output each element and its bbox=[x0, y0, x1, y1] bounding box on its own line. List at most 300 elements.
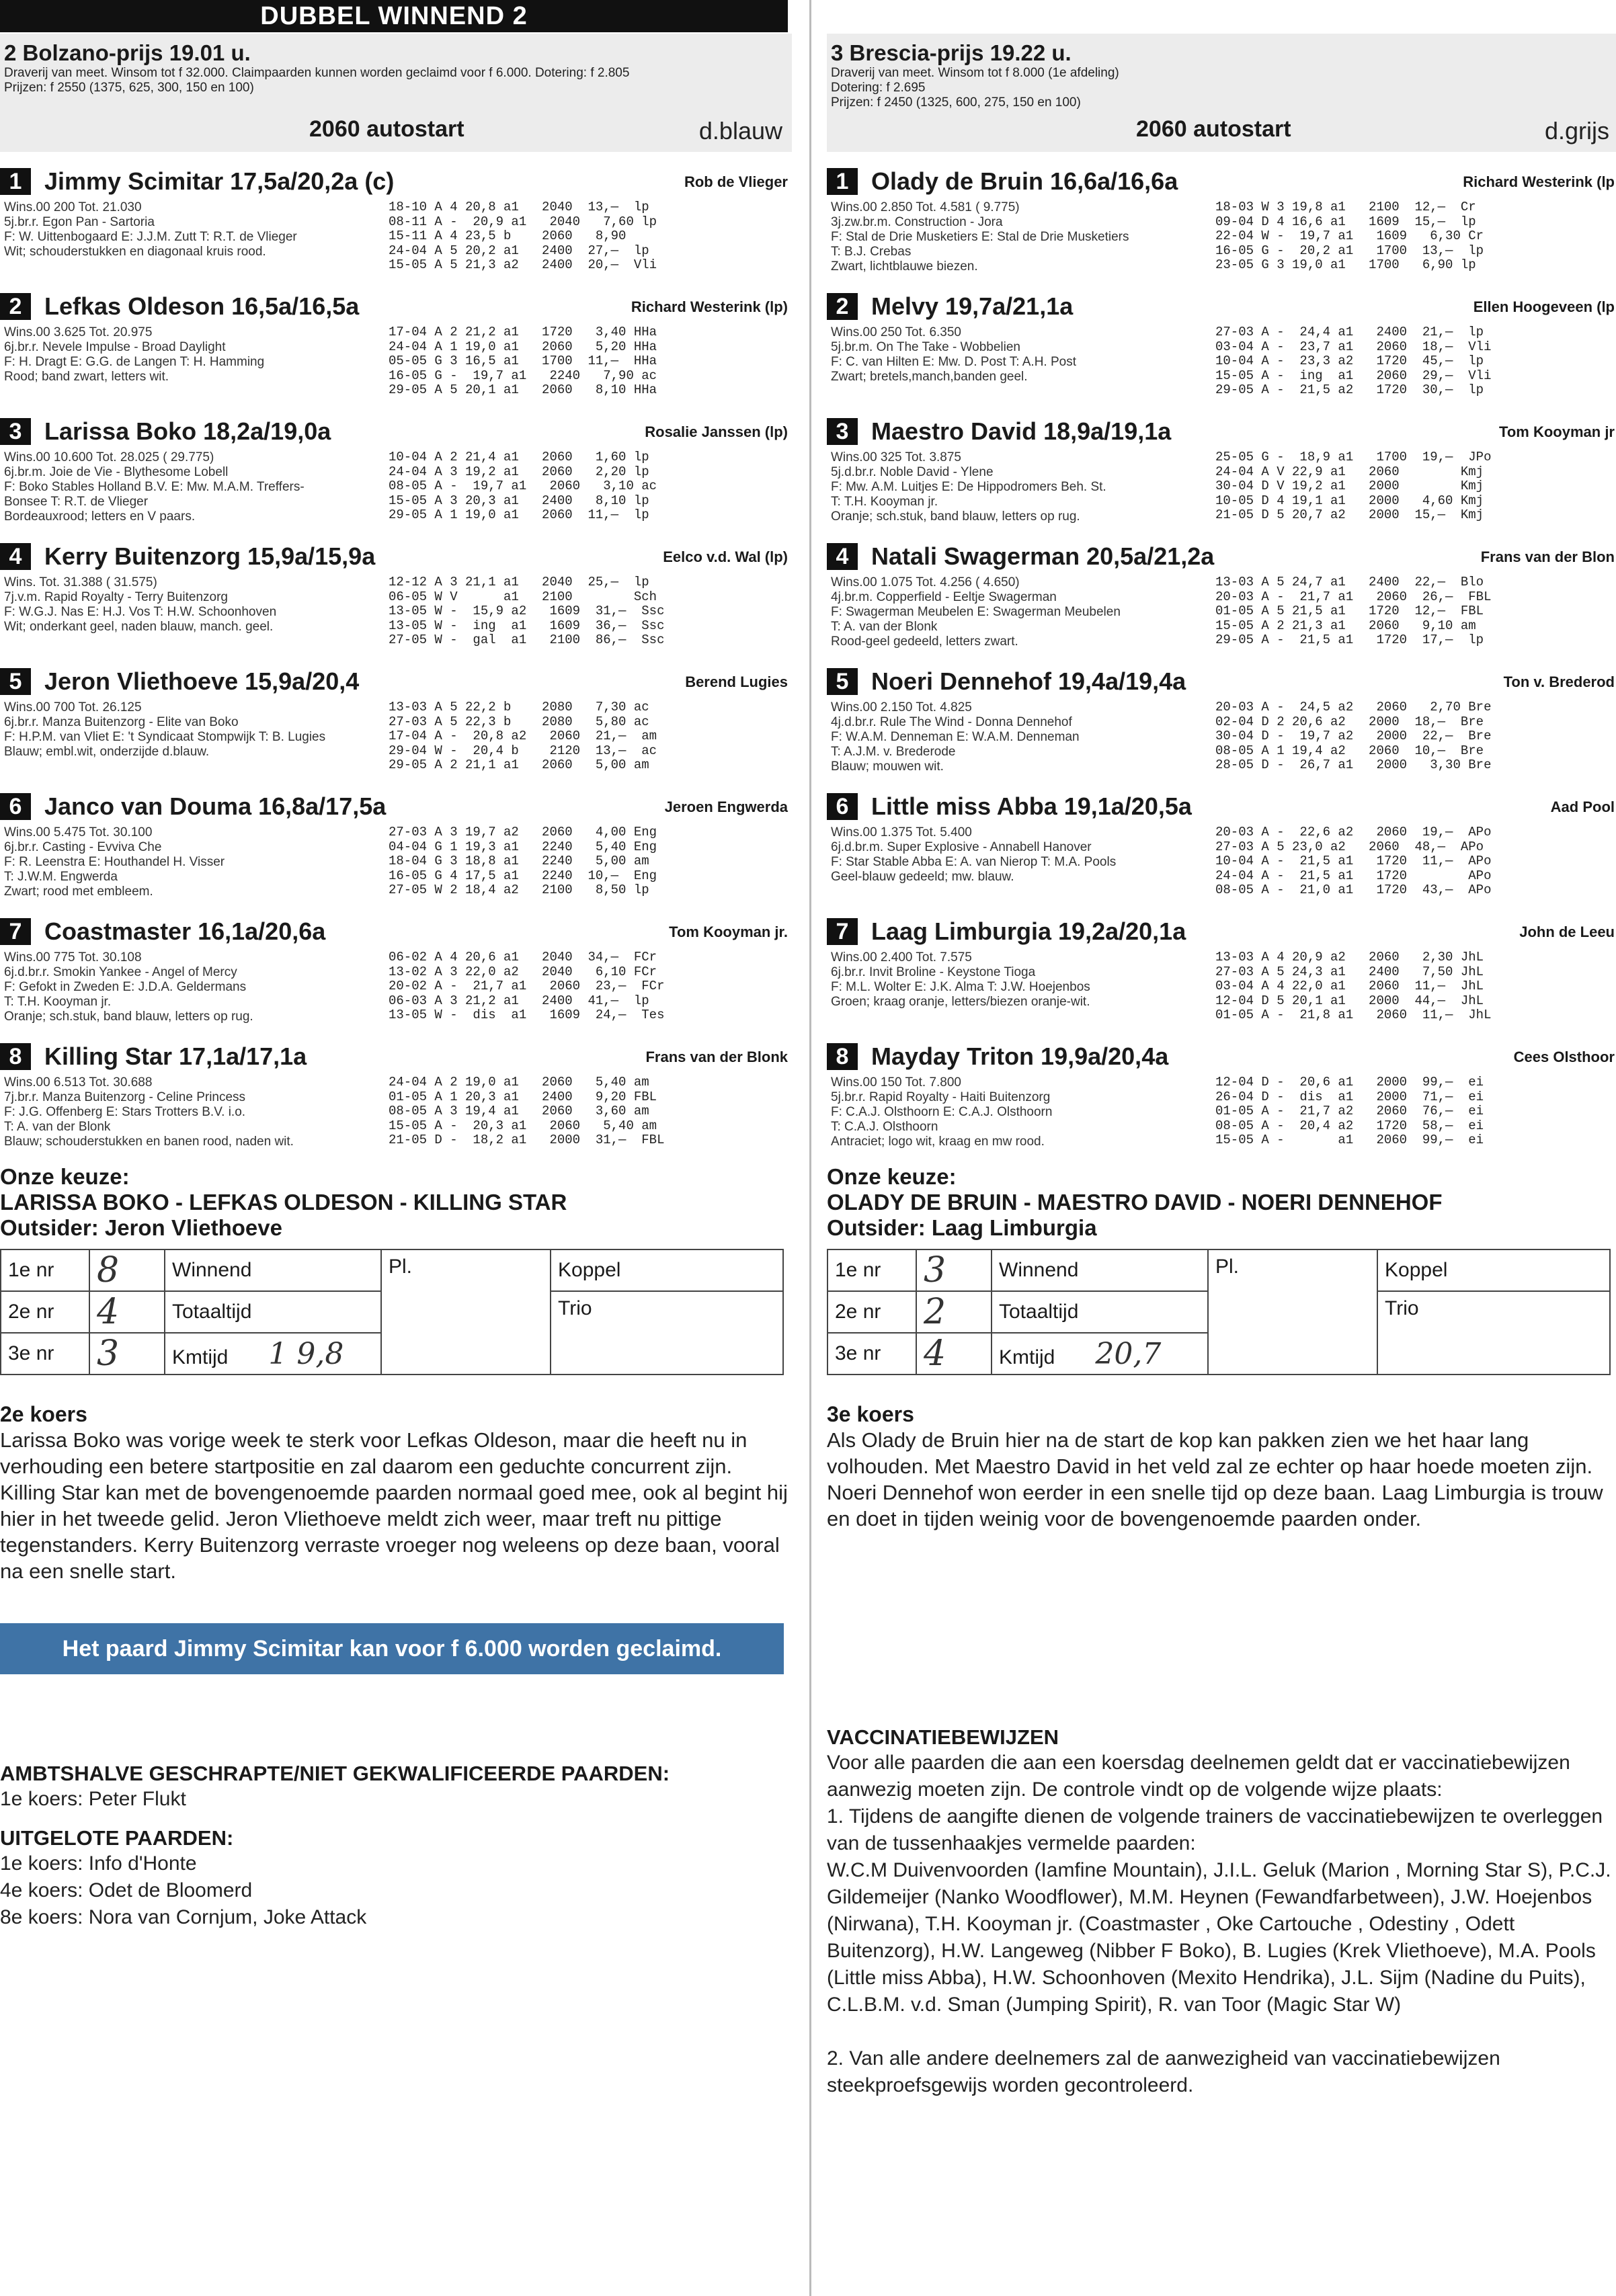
horse-info-line: 6j.br.r. Manza Buitenzorg - Elite van Boko bbox=[4, 715, 239, 729]
horse-recent-runs bbox=[1215, 700, 1616, 773]
horse-info-line: F: W.A.M. Denneman E: W.A.M. Denneman bbox=[831, 730, 1080, 744]
horse-run-line: 24-04 A 3 19,2 a1 2060 2,20 lp bbox=[389, 464, 649, 479]
result-kmtijd-value[interactable]: 1 9,8 bbox=[268, 1336, 344, 1371]
result-table bbox=[0, 1249, 784, 1375]
horse-run-line: 13-05 W - 15,9 a2 1609 31,— Ssc bbox=[389, 604, 665, 618]
result-kmtijd-label: Kmtijd bbox=[999, 1346, 1055, 1368]
horse-info-line: 6j.d.br.m. Super Explosive - Annabell Hanover bbox=[831, 840, 1092, 854]
horse-info-line: F: Star Stable Abba E: A. van Nierop T: M.A. Pools bbox=[831, 855, 1117, 869]
horse-recent-runs bbox=[389, 700, 792, 773]
horse-info-line: Zwart; bretels,manch,banden geel. bbox=[831, 370, 1028, 384]
commentary-text: Als Olady de Bruin hier na de start de kop kan pakken zien we het haar lang volhouden. Met Maestro David in het veld zal ze echter op haar hoede moeten zijn. Noeri Dennehof won eerder in een snelle tijd op deze baan. Laag Limburgia is trouw en doet in tijden weinig voor de bovengenoemde paarden onder. bbox=[827, 1428, 1603, 1530]
horse-run-line: 29-05 A 2 21,1 a1 2060 5,00 am bbox=[389, 757, 649, 772]
horse-info-line: 3j.zw.br.m. Construction - Jora bbox=[831, 215, 1003, 229]
horse-name: Olady de Bruin 16,6a/16,6a bbox=[871, 167, 1178, 195]
column-divider bbox=[809, 0, 811, 2296]
result-value-2[interactable]: 4 bbox=[89, 1291, 165, 1333]
horse-run-line: 13-05 W - dis a1 1609 24,— Tes bbox=[389, 1008, 665, 1022]
outsider: Outsider: Jeron Vliethoeve bbox=[0, 1215, 282, 1240]
horse-run-line: 13-02 A 3 22,0 a2 2040 6,10 FCr bbox=[389, 964, 657, 979]
horse-run-line: 28-05 D - 26,7 a1 2000 3,30 Bre bbox=[1215, 757, 1492, 772]
horse-run-line: 27-03 A 5 23,0 a2 2060 48,— APo bbox=[1215, 839, 1484, 854]
horse-run-line: 01-05 A 5 21,5 a1 1720 12,— FBL bbox=[1215, 604, 1484, 618]
horse-entry bbox=[0, 542, 792, 652]
horse-run-line: 08-05 A - 19,7 a1 2060 3,10 ac bbox=[389, 479, 657, 493]
horse-run-line: 24-04 A V 22,9 a1 2060 Kmj bbox=[1215, 464, 1484, 479]
result-pl-label: Pl. bbox=[1208, 1249, 1377, 1375]
horse-info-line: F: J.G. Offenberg E: Stars Trotters B.V. i.o. bbox=[4, 1105, 246, 1119]
horse-info-line: T: T.H. Kooyman jr. bbox=[831, 495, 938, 509]
horse-trainer: Tom Kooyman jr. bbox=[669, 924, 788, 940]
horse-run-line: 08-05 A 3 19,4 a1 2060 3,60 am bbox=[389, 1104, 649, 1118]
horse-run-line: 18-10 A 4 20,8 a1 2040 13,— lp bbox=[389, 200, 649, 214]
horse-name: Maestro David 18,9a/19,1a bbox=[871, 417, 1172, 445]
commentary-title: 3e koers bbox=[827, 1402, 914, 1426]
horse-info-line: Wins.00 200 Tot. 21.030 bbox=[4, 200, 142, 214]
vaccination-point-1: 1. Tijdens de aangifte dienen de volgende trainers de vaccinatiebewijzen te overleggen van de tussenhaakjes vermelde paarden: bbox=[827, 1805, 1603, 1854]
horse-run-line: 18-04 G 3 18,8 a1 2240 5,00 am bbox=[389, 854, 649, 868]
race-conditions: Draverij van meet. Winsom tot f 8.000 (1e afdeling) bbox=[831, 66, 1119, 80]
race-column-3 bbox=[827, 34, 1616, 2099]
horse-trainer: Rob de Vlieger bbox=[684, 173, 788, 190]
horse-run-line: 29-05 A - 21,5 a1 1720 17,— lp bbox=[1215, 632, 1484, 647]
horse-info-line: Wins.00 775 Tot. 30.108 bbox=[4, 950, 142, 965]
our-choice-picks: OLADY DE BRUIN - MAESTRO DAVID - NOERI DENNEHOF bbox=[827, 1190, 1443, 1215]
horse-info bbox=[831, 200, 1207, 274]
horse-entry bbox=[0, 917, 792, 1027]
scratched-item: 1e koers: Peter Flukt bbox=[0, 1788, 186, 1810]
result-label-2: 2e nr bbox=[1, 1291, 89, 1333]
drawn-item: 1e koers: Info d'Honte bbox=[0, 1852, 197, 1875]
horse-recent-runs bbox=[1215, 450, 1616, 523]
horse-run-line: 06-03 A 3 21,2 a1 2400 41,— lp bbox=[389, 993, 649, 1008]
horse-run-line: 12-04 D - 20,6 a1 2000 99,— ei bbox=[1215, 1075, 1484, 1090]
horse-run-line: 29-04 W - 20,4 b 2120 13,— ac bbox=[389, 743, 657, 758]
vaccination-title: VACCINATIEBEWIJZEN bbox=[827, 1725, 1059, 1749]
horse-heading bbox=[827, 917, 1616, 946]
horse-info-line: T: J.W.M. Engwerda bbox=[4, 870, 118, 884]
horse-info-line: 6j.br.r. Nevele Impulse - Broad Daylight bbox=[4, 340, 226, 354]
horse-run-line: 15-05 A 5 21,3 a2 2400 20,— Vli bbox=[389, 257, 657, 272]
commentary-text: Larissa Boko was vorige week te sterk voor Lefkas Oldeson, maar die heeft nu in verhouding een betere startpositie en zal daarom een geduchte concurrent zijn. Killing Star kan met de bovengenoemde paarden normaal goed mee, ook al begint hij hier in het tweede gelid. Jeron Vliethoeve meldt zich weer, maar treft nu pittige tegenstanders. Kerry Buitenzorg verraste vroeger nog weleens op deze baan, vooral na een snelle start. bbox=[0, 1428, 788, 1583]
horse-number: 4 bbox=[0, 543, 31, 570]
horse-name: Lefkas Oldeson 16,5a/16,5a bbox=[44, 292, 360, 320]
horse-info bbox=[831, 575, 1207, 649]
horse-run-line: 03-04 A 4 22,0 a1 2060 11,— JhL bbox=[1215, 979, 1484, 993]
horse-info bbox=[831, 700, 1207, 774]
horse-run-line: 15-05 A - 20,3 a1 2060 5,40 am bbox=[389, 1118, 657, 1133]
our-choice-picks: LARISSA BOKO - LEFKAS OLDESON - KILLING STAR bbox=[0, 1190, 567, 1215]
horse-run-line: 06-05 W V a1 2100 Sch bbox=[389, 589, 657, 604]
horse-name: Coastmaster 16,1a/20,6a bbox=[44, 917, 326, 945]
race-header bbox=[827, 34, 1616, 152]
horse-info-line: Wins.00 2.850 Tot. 4.581 ( 9.775) bbox=[831, 200, 1020, 214]
horse-info-line: 5j.br.r. Rapid Royalty - Haiti Buitenzorg bbox=[831, 1090, 1051, 1104]
drawn-item: 8e koers: Nora van Cornjum, Joke Attack bbox=[0, 1906, 367, 1928]
horse-run-line: 27-05 W 2 18,4 a2 2100 8,50 lp bbox=[389, 883, 649, 897]
horse-run-line: 25-05 G - 18,9 a1 1700 19,— JPo bbox=[1215, 450, 1492, 464]
horse-trainer: Frans van der Blon bbox=[1480, 548, 1615, 565]
race-header bbox=[0, 34, 792, 152]
horse-number: 7 bbox=[827, 918, 858, 945]
horse-trainer: Richard Westerink (lp) bbox=[631, 298, 788, 315]
horse-list bbox=[0, 167, 792, 1152]
horse-info-line: 7j.br.r. Manza Buitenzorg - Celine Princess bbox=[4, 1090, 246, 1104]
horse-number: 6 bbox=[0, 793, 31, 820]
horse-run-line: 16-05 G - 20,2 a1 1700 13,— lp bbox=[1215, 243, 1484, 258]
horse-run-line: 15-05 A 3 20,3 a1 2400 8,10 lp bbox=[389, 493, 649, 508]
result-label-3: 3e nr bbox=[1, 1333, 89, 1375]
result-label-2: 2e nr bbox=[827, 1291, 916, 1333]
horse-info-line: Wins.00 3.625 Tot. 20.975 bbox=[4, 325, 153, 339]
horse-info-line: T: T.H. Kooyman jr. bbox=[4, 995, 112, 1009]
horse-info-line: Wins.00 150 Tot. 7.800 bbox=[831, 1075, 961, 1090]
horse-info-line: Wins.00 2.400 Tot. 7.575 bbox=[831, 950, 972, 965]
horse-entry bbox=[827, 167, 1616, 277]
horse-name: Noeri Dennehof 19,4a/19,4a bbox=[871, 667, 1186, 695]
horse-info-line: F: Swagerman Meubelen E: Swagerman Meubelen bbox=[831, 605, 1121, 619]
horse-recent-runs bbox=[1215, 575, 1616, 648]
horse-info-line: 6j.d.br.r. Smokin Yankee - Angel of Mercy bbox=[4, 965, 237, 979]
horse-run-line: 08-05 A 1 19,4 a2 2060 10,— Bre bbox=[1215, 743, 1484, 758]
horse-run-line: 22-04 W - 19,7 a1 1609 6,30 Cr bbox=[1215, 229, 1484, 243]
horse-info bbox=[4, 700, 380, 760]
our-choice bbox=[0, 1164, 792, 1241]
horse-trainer: Jeroen Engwerda bbox=[664, 798, 788, 815]
vaccination-point-2: 2. Van alle andere deelnemers zal de aanwezigheid van vaccinatiebewijzen steekproefsgewijs worden gecontroleerd. bbox=[827, 2047, 1500, 2096]
horse-entry bbox=[827, 792, 1616, 902]
horse-info-line: 4j.d.br.r. Rule The Wind - Donna Dennehof bbox=[831, 715, 1072, 729]
horse-run-line: 27-03 A 3 19,7 a2 2060 4,00 Eng bbox=[389, 825, 657, 839]
vaccination-trainer-list: W.C.M Duivenvoorden (Iamfine Mountain), J.I.L. Geluk (Marion , Morning Star S), P.C.J. Gildemeijer (Nanko Woodflower), M.M. Heynen (Fewandfarbetween), J.W. Hoejenbos (Nirwana), T.H. Kooyman jr. (Coastmaster , Oke Cartouche , Odestiny , Odett Buitenzorg), H.W. Langeweg (Nibber F Boko), B. Lugies (Krek Vliethoeve), M.A. Pools (Little miss Abba), H.W. Schoonhoven (Mexito Hendrika), J.L. Sijm (Nadine du Puits), C.L.B.M. v.d. Sman (Jumping Spirit), R. van Toor (Magic Star W) bbox=[827, 1859, 1611, 2016]
horse-info-line: F: M.L. Wolter E: J.K. Alma T: J.W. Hoejenbos bbox=[831, 980, 1090, 994]
horse-run-line: 20-03 A - 24,5 a2 2060 2,70 Bre bbox=[1215, 700, 1492, 714]
vaccination-intro: Voor alle paarden die aan een koersdag deelnemen geldt dat er vaccinatiebewijzen aanwezig moeten zijn. De controle vindt op de volgende wijze plaats: bbox=[827, 1752, 1570, 1801]
horse-info bbox=[4, 575, 380, 634]
horse-recent-runs bbox=[1215, 325, 1616, 398]
horse-info-line: Blauw; schouderstukken en banen rood, naden wit. bbox=[4, 1135, 294, 1149]
horse-run-line: 17-04 A 2 21,2 a1 1720 3,40 HHa bbox=[389, 325, 657, 339]
horse-heading bbox=[827, 667, 1616, 696]
result-value-2[interactable]: 2 bbox=[916, 1291, 992, 1333]
horse-run-line: 13-03 A 5 24,7 a1 2400 22,— Blo bbox=[1215, 575, 1484, 589]
horse-info bbox=[831, 1075, 1207, 1149]
horse-number: 7 bbox=[0, 918, 31, 945]
horse-recent-runs bbox=[389, 575, 792, 648]
horse-number: 6 bbox=[827, 793, 858, 820]
race-title: 2 Bolzano-prijs 19.01 u. bbox=[4, 40, 251, 65]
horse-run-line: 10-04 A - 23,3 a2 1720 45,— lp bbox=[1215, 354, 1484, 368]
horse-run-line: 27-03 A 5 22,3 b 2080 5,80 ac bbox=[389, 714, 649, 729]
horse-run-line: 13-03 A 4 20,9 a2 2060 2,30 JhL bbox=[1215, 950, 1484, 965]
horse-run-line: 10-05 D 4 19,1 a1 2000 4,60 Kmj bbox=[1215, 493, 1484, 508]
horse-info-line: T: B.J. Crebas bbox=[831, 245, 912, 259]
horse-run-line: 26-04 D - dis a1 2000 71,— ei bbox=[1215, 1089, 1484, 1104]
horse-info-line: Oranje; sch.stuk, band blauw, letters op rug. bbox=[4, 1010, 253, 1024]
horse-info-line: Blauw; mouwen wit. bbox=[831, 760, 944, 774]
horse-run-line: 20-03 A - 21,7 a1 2060 26,— FBL bbox=[1215, 589, 1492, 604]
result-winnend-label: Winnend bbox=[165, 1249, 381, 1291]
horse-run-line: 21-05 D 5 20,7 a2 2000 15,— Kmj bbox=[1215, 507, 1484, 522]
horse-recent-runs bbox=[1215, 950, 1616, 1023]
horse-run-line: 27-03 A - 24,4 a1 2400 21,— lp bbox=[1215, 325, 1484, 339]
horse-name: Laag Limburgia 19,2a/20,1a bbox=[871, 917, 1186, 945]
horse-run-line: 20-02 A - 21,7 a1 2060 23,— FCr bbox=[389, 979, 665, 993]
result-trio-label: Trio bbox=[551, 1291, 783, 1375]
horse-info-line: F: W. Uittenbogaard E: J.J.M. Zutt T: R.T. de Vlieger bbox=[4, 230, 297, 244]
horse-name: Little miss Abba 19,1a/20,5a bbox=[871, 792, 1192, 820]
horse-entry bbox=[827, 1042, 1616, 1152]
horse-run-line: 08-11 A - 20,9 a1 2040 7,60 lp bbox=[389, 214, 657, 229]
horse-run-line: 15-11 A 4 23,5 b 2060 8,90 bbox=[389, 229, 627, 243]
horse-entry bbox=[827, 292, 1616, 402]
horse-name: Melvy 19,7a/21,1a bbox=[871, 292, 1074, 320]
horse-run-line: 23-05 G 3 19,0 a1 1700 6,90 lp bbox=[1215, 257, 1476, 272]
horse-number: 8 bbox=[0, 1043, 31, 1070]
horse-info-line: Wins.00 1.375 Tot. 5.400 bbox=[831, 825, 972, 839]
horse-info-line: Zwart; rood met embleem. bbox=[4, 885, 153, 899]
horse-info-line: 6j.br.r. Invit Broline - Keystone Tioga bbox=[831, 965, 1036, 979]
horse-run-line: 21-05 D - 18,2 a1 2000 31,— FBL bbox=[389, 1133, 665, 1147]
horse-info-line: F: Stal de Drie Musketiers E: Stal de Drie Musketiers bbox=[831, 230, 1129, 244]
horse-run-line: 17-04 A - 20,8 a2 2060 21,— am bbox=[389, 729, 657, 743]
horse-run-line: 08-05 A - 21,0 a1 1720 43,— APo bbox=[1215, 883, 1492, 897]
horse-recent-runs bbox=[1215, 825, 1616, 898]
result-totaaltijd-label: Totaaltijd bbox=[165, 1291, 381, 1333]
horse-info-line: Oranje; sch.stuk, band blauw, letters op rug. bbox=[831, 509, 1080, 524]
horse-trainer: Rosalie Janssen (lp) bbox=[645, 423, 788, 440]
horse-info-line: Rood-geel gedeeld, letters zwart. bbox=[831, 634, 1018, 649]
horse-run-line: 10-04 A - 21,5 a1 1720 11,— APo bbox=[1215, 854, 1492, 868]
horse-info bbox=[4, 950, 380, 1024]
horse-heading bbox=[827, 792, 1616, 821]
result-kmtijd-label: Kmtijd bbox=[172, 1346, 229, 1368]
horse-run-line: 10-04 A 2 21,4 a1 2060 1,60 lp bbox=[389, 450, 649, 464]
race-column-2 bbox=[0, 34, 792, 1931]
horse-info bbox=[4, 325, 380, 384]
race-prizes: Prijzen: f 2550 (1375, 625, 300, 150 en 100) bbox=[4, 81, 254, 95]
horse-number: 3 bbox=[0, 418, 31, 445]
horse-info-line: Wins.00 700 Tot. 26.125 bbox=[4, 700, 142, 714]
horse-run-line: 06-02 A 4 20,6 a1 2040 34,— FCr bbox=[389, 950, 657, 965]
horse-info-line: Blauw; embl.wit, onderzijde d.blauw. bbox=[4, 745, 210, 759]
outsider: Outsider: Laag Limburgia bbox=[827, 1215, 1097, 1240]
horse-info-line: Wins.00 5.475 Tot. 30.100 bbox=[4, 825, 153, 839]
horse-info bbox=[4, 1075, 380, 1149]
horse-run-line: 03-04 A - 23,7 a1 2060 18,— Vli bbox=[1215, 339, 1492, 354]
horse-run-line: 05-05 G 3 16,5 a1 1700 11,— HHa bbox=[389, 354, 657, 368]
horse-trainer: Ton v. Brederod bbox=[1503, 673, 1615, 690]
horse-heading bbox=[0, 167, 792, 196]
horse-name: Killing Star 17,1a/17,1a bbox=[44, 1042, 307, 1070]
horse-trainer: Cees Olsthoor bbox=[1513, 1049, 1615, 1065]
race-start: 2060 autostart bbox=[1136, 116, 1291, 142]
horse-info-line: F: H. Dragt E: G.G. de Langen T: H. Hamming bbox=[4, 355, 265, 369]
horse-info-line: Wit; schouderstukken en diagonaal kruis rood. bbox=[4, 245, 266, 259]
horse-info-line: 5j.br.m. On The Take - Wobbelien bbox=[831, 340, 1020, 354]
horse-info-line: Wins.00 1.075 Tot. 4.256 ( 4.650) bbox=[831, 575, 1020, 589]
horse-run-line: 29-05 A - 21,5 a2 1720 30,— lp bbox=[1215, 382, 1484, 397]
result-kmtijd-cell bbox=[992, 1333, 1208, 1375]
horse-trainer: Ellen Hoogeveen (lp bbox=[1473, 298, 1615, 315]
horse-run-line: 24-04 A 1 19,0 a1 2060 5,20 HHa bbox=[389, 339, 657, 354]
horse-number: 3 bbox=[827, 418, 858, 445]
horse-info-line: 7j.v.m. Rapid Royalty - Terry Buitenzorg bbox=[4, 590, 228, 604]
horse-recent-runs bbox=[389, 200, 792, 273]
horse-number: 2 bbox=[0, 293, 31, 320]
horse-run-line: 13-05 W - ing a1 1609 36,— Ssc bbox=[389, 618, 665, 633]
result-label-1: 1e nr bbox=[827, 1249, 916, 1291]
horse-info-line: F: H.P.M. van Vliet E: 't Syndicaat Stompwijk T: B. Lugies bbox=[4, 730, 326, 744]
result-value-3[interactable]: 4 bbox=[916, 1333, 992, 1375]
horse-run-line: 15-05 A - ing a1 2060 29,— Vli bbox=[1215, 368, 1492, 383]
horse-recent-runs bbox=[1215, 1075, 1616, 1148]
horse-info-line: Zwart, lichtblauwe biezen. bbox=[831, 259, 978, 274]
horse-info-line: F: C.A.J. Olsthoorn E: C.A.J. Olsthoorn bbox=[831, 1105, 1053, 1119]
horse-info-line: Wins.00 250 Tot. 6.350 bbox=[831, 325, 961, 339]
drawn-title: UITGELOTE PAARDEN: bbox=[0, 1826, 234, 1850]
horse-info bbox=[4, 200, 380, 259]
result-koppel-label: Koppel bbox=[1377, 1249, 1610, 1291]
horse-run-line: 15-05 A - a1 2060 99,— ei bbox=[1215, 1133, 1484, 1147]
horse-info-line: Bordeauxrood; letters en V paars. bbox=[4, 509, 196, 524]
our-choice bbox=[827, 1164, 1616, 1241]
horse-entry bbox=[0, 417, 792, 527]
horse-info-line: F: Boko Stables Holland B.V. E: Mw. M.A.M. Treffers- bbox=[4, 480, 305, 494]
horse-info-line: Wins.00 325 Tot. 3.875 bbox=[831, 450, 961, 464]
horse-run-line: 20-03 A - 22,6 a2 2060 19,— APo bbox=[1215, 825, 1492, 839]
horse-recent-runs bbox=[389, 325, 792, 398]
horse-run-line: 12-04 D 5 20,1 a1 2000 44,— JhL bbox=[1215, 993, 1484, 1008]
race-title: 3 Brescia-prijs 19.22 u. bbox=[831, 40, 1072, 65]
claim-banner: Het paard Jimmy Scimitar kan voor f 6.000 worden geclaimd. bbox=[0, 1623, 784, 1674]
horse-run-line: 18-03 W 3 19,8 a1 2100 12,— Cr bbox=[1215, 200, 1476, 214]
result-label-3: 3e nr bbox=[827, 1333, 916, 1375]
horse-entry bbox=[827, 417, 1616, 527]
horse-run-line: 24-04 A 2 19,0 a1 2060 5,40 am bbox=[389, 1075, 649, 1090]
horse-trainer: Aad Pool bbox=[1550, 798, 1615, 815]
horse-info-line: Wins. Tot. 31.388 ( 31.575) bbox=[4, 575, 157, 589]
horse-recent-runs bbox=[1215, 200, 1616, 273]
horse-trainer: Eelco v.d. Wal (lp) bbox=[663, 548, 788, 565]
horse-entry bbox=[0, 667, 792, 777]
scratched-title: AMBTSHALVE GESCHRAPTE/NIET GEKWALIFICEERDE PAARDEN: bbox=[0, 1762, 670, 1785]
race-conditions: Draverij van meet. Winsom tot f 32.000. Claimpaarden kunnen worden geclaimd voor f 6.000. Dotering: f 2.805 bbox=[4, 66, 630, 80]
result-value-1[interactable]: 8 bbox=[89, 1249, 165, 1291]
horse-number: 4 bbox=[827, 543, 858, 570]
horse-name: Janco van Douma 16,8a/17,5a bbox=[44, 792, 387, 820]
horse-entry bbox=[0, 792, 792, 902]
horse-trainer: Frans van der Blonk bbox=[645, 1049, 788, 1065]
spacer bbox=[827, 1532, 1616, 1705]
result-label-1: 1e nr bbox=[1, 1249, 89, 1291]
horse-entry bbox=[0, 1042, 792, 1152]
horse-entry bbox=[827, 667, 1616, 777]
horse-run-line: 27-05 W - gal a1 2100 86,— Ssc bbox=[389, 632, 665, 647]
horse-name: Jimmy Scimitar 17,5a/20,2a (c) bbox=[44, 167, 395, 195]
horse-name: Natali Swagerman 20,5a/21,2a bbox=[871, 542, 1215, 570]
result-pl-label: Pl. bbox=[381, 1249, 551, 1375]
horse-recent-runs bbox=[389, 825, 792, 898]
horse-trainer: Richard Westerink (lp bbox=[1463, 173, 1615, 190]
race-color: d.blauw bbox=[698, 117, 782, 145]
horse-info-line: Wins.00 6.513 Tot. 30.688 bbox=[4, 1075, 153, 1090]
horse-run-line: 15-05 A 2 21,3 a1 2060 9,10 am bbox=[1215, 618, 1476, 633]
result-table bbox=[827, 1249, 1611, 1375]
horse-info-line: 5j.d.br.r. Noble David - Ylene bbox=[831, 465, 994, 479]
horse-run-line: 27-03 A 5 24,3 a1 2400 7,50 JhL bbox=[1215, 964, 1484, 979]
horse-info-line: F: C. van Hilten E: Mw. D. Post T: A.H. Post bbox=[831, 355, 1076, 369]
horse-run-line: 30-04 D V 19,2 a1 2000 Kmj bbox=[1215, 479, 1484, 493]
horse-info-line: F: Gefokt in Zweden E: J.D.A. Geldermans bbox=[4, 980, 247, 994]
page-header: DUBBEL WINNEND 2 bbox=[0, 0, 788, 32]
horse-info-line: Antraciet; logo wit, kraag en mw rood. bbox=[831, 1135, 1045, 1149]
horse-info bbox=[4, 450, 380, 524]
commentary-title: 2e koers bbox=[0, 1402, 87, 1426]
race-start: 2060 autostart bbox=[309, 116, 464, 142]
horse-recent-runs bbox=[389, 450, 792, 523]
horse-info-line: Groen; kraag oranje, letters/biezen oranje-wit. bbox=[831, 995, 1090, 1009]
horse-info bbox=[831, 825, 1207, 885]
horse-info-line: Rood; band zwart, letters wit. bbox=[4, 370, 169, 384]
horse-list bbox=[827, 167, 1616, 1152]
horse-info-line: Bonsee T: R.T. de Vlieger bbox=[4, 495, 149, 509]
horse-entry bbox=[827, 542, 1616, 652]
horse-entry bbox=[827, 917, 1616, 1027]
horse-number: 2 bbox=[827, 293, 858, 320]
result-value-3[interactable]: 3 bbox=[89, 1333, 165, 1375]
horse-info-line: Geel-blauw gedeeld; mw. blauw. bbox=[831, 870, 1014, 884]
horse-number: 1 bbox=[0, 168, 31, 195]
result-kmtijd-value[interactable]: 20,7 bbox=[1095, 1336, 1162, 1371]
horse-run-line: 01-05 A - 21,8 a1 2060 11,— JhL bbox=[1215, 1008, 1492, 1022]
horse-run-line: 30-04 D - 19,7 a2 2000 22,— Bre bbox=[1215, 729, 1492, 743]
our-choice-label: Onze keuze: bbox=[827, 1164, 957, 1189]
race-color: d.grijs bbox=[1544, 117, 1609, 145]
horse-run-line: 02-04 D 2 20,6 a2 2000 18,— Bre bbox=[1215, 714, 1484, 729]
result-value-1[interactable]: 3 bbox=[916, 1249, 992, 1291]
horse-heading bbox=[827, 1042, 1616, 1071]
horse-number: 5 bbox=[0, 668, 31, 695]
horse-run-line: 12-12 A 3 21,1 a1 2040 25,— lp bbox=[389, 575, 649, 589]
horse-info-line: Wins.00 10.600 Tot. 28.025 ( 29.775) bbox=[4, 450, 214, 464]
result-koppel-label: Koppel bbox=[551, 1249, 783, 1291]
horse-run-line: 13-03 A 5 22,2 b 2080 7,30 ac bbox=[389, 700, 649, 714]
horse-recent-runs bbox=[389, 950, 792, 1023]
horse-info-line: 6j.br.m. Joie de Vie - Blythesome Lobell bbox=[4, 465, 229, 479]
horse-recent-runs bbox=[389, 1075, 792, 1148]
horse-number: 8 bbox=[827, 1043, 858, 1070]
horse-info-line: Wit; onderkant geel, naden blauw, manch. geel. bbox=[4, 620, 274, 634]
horse-info-line: Wins.00 2.150 Tot. 4.825 bbox=[831, 700, 972, 714]
horse-info-line: T: A. van der Blonk bbox=[4, 1120, 111, 1134]
race-dotation: Dotering: f 2.695 bbox=[831, 81, 926, 95]
horse-info bbox=[831, 950, 1207, 1010]
drawn-item: 4e koers: Odet de Bloomerd bbox=[0, 1879, 253, 1901]
horse-info-line: F: Mw. A.M. Luitjes E: De Hippodromers Beh. St. bbox=[831, 480, 1106, 494]
horse-info-line: F: R. Leenstra E: Houthandel H. Visser bbox=[4, 855, 225, 869]
horse-name: Mayday Triton 19,9a/20,4a bbox=[871, 1042, 1169, 1070]
horse-run-line: 29-05 A 1 19,0 a1 2060 11,— lp bbox=[389, 507, 649, 522]
horse-run-line: 01-05 A - 21,7 a2 2060 76,— ei bbox=[1215, 1104, 1484, 1118]
horse-run-line: 24-04 A - 21,5 a1 1720 APo bbox=[1215, 868, 1492, 883]
horse-info bbox=[4, 825, 380, 899]
horse-number: 1 bbox=[827, 168, 858, 195]
horse-run-line: 01-05 A 1 20,3 a1 2400 9,20 FBL bbox=[389, 1089, 657, 1104]
horse-info-line: 4j.br.m. Copperfield - Eeltje Swagerman bbox=[831, 590, 1057, 604]
horse-name: Larissa Boko 18,2a/19,0a bbox=[44, 417, 331, 445]
our-choice-label: Onze keuze: bbox=[0, 1164, 130, 1189]
